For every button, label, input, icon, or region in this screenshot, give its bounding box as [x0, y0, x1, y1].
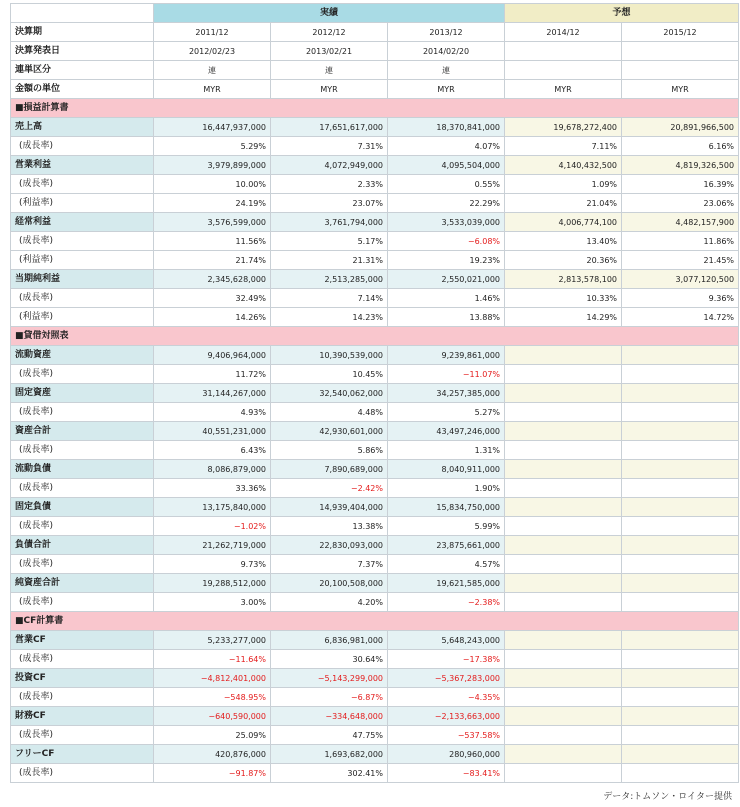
row-label: 流動資産 — [11, 346, 154, 365]
row-label: (成長率) — [11, 479, 154, 498]
header-row — [11, 42, 739, 61]
actual-value: −640,590,000 — [154, 707, 271, 726]
actual-value: 21.31% — [271, 251, 388, 270]
actual-value: −5,367,283,000 — [388, 669, 505, 688]
actual-value: 47.75% — [271, 726, 388, 745]
actual-value: 4.07% — [388, 137, 505, 156]
row-label: (成長率) — [11, 137, 154, 156]
forecast-value: 4,006,774,100 — [505, 213, 622, 232]
section-title: ■CF計算書 — [11, 612, 739, 631]
row-label: フリーCF — [11, 745, 154, 764]
metric-row — [11, 422, 739, 441]
forecast-value — [505, 365, 622, 384]
forecast-value: 20,891,966,500 — [622, 118, 739, 137]
row-label: (成長率) — [11, 232, 154, 251]
actual-value: 6.43% — [154, 441, 271, 460]
metric-row — [11, 536, 739, 555]
header-value: 2015/12 — [622, 23, 739, 42]
actual-value: 420,876,000 — [154, 745, 271, 764]
header-label: 金額の単位 — [11, 80, 154, 99]
actual-value: 5.29% — [154, 137, 271, 156]
row-label: (成長率) — [11, 175, 154, 194]
section-header-row — [11, 612, 739, 631]
header-value: 連 — [271, 61, 388, 80]
forecast-value — [622, 403, 739, 422]
forecast-value: 3,077,120,500 — [622, 270, 739, 289]
actual-value: −537.58% — [388, 726, 505, 745]
forecast-value — [505, 555, 622, 574]
section-title: ■損益計算書 — [11, 99, 739, 118]
metric-row — [11, 574, 739, 593]
row-label: (成長率) — [11, 688, 154, 707]
header-value: 2013/02/21 — [271, 42, 388, 61]
actual-value: 19,288,512,000 — [154, 574, 271, 593]
forecast-value — [622, 593, 739, 612]
ratio-row — [11, 726, 739, 745]
actual-value: 4,095,504,000 — [388, 156, 505, 175]
forecast-value: 7.11% — [505, 137, 622, 156]
actual-value: 17,651,617,000 — [271, 118, 388, 137]
actual-value: −6.87% — [271, 688, 388, 707]
header-value: 2012/12 — [271, 23, 388, 42]
ratio-row — [11, 365, 739, 384]
forecast-value: 13.40% — [505, 232, 622, 251]
header-value: 2014/02/20 — [388, 42, 505, 61]
forecast-value — [622, 669, 739, 688]
forecast-value — [622, 688, 739, 707]
actual-value: −334,648,000 — [271, 707, 388, 726]
actual-value: −11.07% — [388, 365, 505, 384]
actual-value: 21,262,719,000 — [154, 536, 271, 555]
actual-value: 3,533,039,000 — [388, 213, 505, 232]
forecast-value — [622, 422, 739, 441]
row-label: 負債合計 — [11, 536, 154, 555]
ratio-row — [11, 555, 739, 574]
metric-row — [11, 745, 739, 764]
actual-value: 25.09% — [154, 726, 271, 745]
row-label: (成長率) — [11, 593, 154, 612]
actual-value: −17.38% — [388, 650, 505, 669]
actual-value: 8,086,879,000 — [154, 460, 271, 479]
actual-value: 22,830,093,000 — [271, 536, 388, 555]
header-value: 2013/12 — [388, 23, 505, 42]
header-value: MYR — [154, 80, 271, 99]
forecast-value — [505, 593, 622, 612]
actual-value: 30.64% — [271, 650, 388, 669]
section-header-row — [11, 99, 739, 118]
actual-value: 5.17% — [271, 232, 388, 251]
actual-value: 9,406,964,000 — [154, 346, 271, 365]
metric-row — [11, 707, 739, 726]
header-label: 連単区分 — [11, 61, 154, 80]
row-label: 営業利益 — [11, 156, 154, 175]
forecast-value — [622, 631, 739, 650]
forecast-value — [505, 536, 622, 555]
actual-value: 2.33% — [271, 175, 388, 194]
header-label: 決算期 — [11, 23, 154, 42]
row-label: (利益率) — [11, 251, 154, 270]
forecast-value — [505, 384, 622, 403]
forecast-value — [505, 764, 622, 783]
forecast-value — [505, 479, 622, 498]
actual-value: −2,133,663,000 — [388, 707, 505, 726]
ratio-row — [11, 308, 739, 327]
header-value: MYR — [388, 80, 505, 99]
actual-value: 33.36% — [154, 479, 271, 498]
actual-value: 1.46% — [388, 289, 505, 308]
actual-value: 7,890,689,000 — [271, 460, 388, 479]
forecast-value — [622, 764, 739, 783]
row-label: (成長率) — [11, 764, 154, 783]
ratio-row — [11, 650, 739, 669]
forecast-value — [622, 745, 739, 764]
actual-value: 19,621,585,000 — [388, 574, 505, 593]
forecast-value — [622, 536, 739, 555]
header-label: 決算発表日 — [11, 42, 154, 61]
actual-value: 5.27% — [388, 403, 505, 422]
forecast-value — [505, 745, 622, 764]
ratio-row — [11, 232, 739, 251]
row-label: 営業CF — [11, 631, 154, 650]
header-value: 連 — [388, 61, 505, 80]
actual-value: 40,551,231,000 — [154, 422, 271, 441]
actual-value: 18,370,841,000 — [388, 118, 505, 137]
actual-value: 5,648,243,000 — [388, 631, 505, 650]
header-value — [622, 61, 739, 80]
row-label: (利益率) — [11, 308, 154, 327]
corner-cell — [11, 4, 154, 23]
forecast-value — [622, 707, 739, 726]
row-label: (利益率) — [11, 194, 154, 213]
forecast-value: 16.39% — [622, 175, 739, 194]
row-label: 投資CF — [11, 669, 154, 688]
forecast-value — [505, 517, 622, 536]
row-label: 経常利益 — [11, 213, 154, 232]
forecast-value: 21.45% — [622, 251, 739, 270]
actual-value: 13.38% — [271, 517, 388, 536]
actual-value: 9,239,861,000 — [388, 346, 505, 365]
header-row — [11, 23, 739, 42]
group-header-row — [11, 4, 739, 23]
metric-row — [11, 270, 739, 289]
actual-value: 13,175,840,000 — [154, 498, 271, 517]
actual-value: 31,144,267,000 — [154, 384, 271, 403]
financial-table — [10, 3, 739, 783]
metric-row — [11, 384, 739, 403]
header-value — [505, 61, 622, 80]
actual-value: 302.41% — [271, 764, 388, 783]
ratio-row — [11, 251, 739, 270]
actual-value: 7.14% — [271, 289, 388, 308]
data-credit: データ:トムソン・ロイター提供 — [603, 792, 732, 802]
forecast-value: 23.06% — [622, 194, 739, 213]
actual-value: 3,761,794,000 — [271, 213, 388, 232]
header-value: 2014/12 — [505, 23, 622, 42]
actual-value: 42,930,601,000 — [271, 422, 388, 441]
metric-row — [11, 156, 739, 175]
forecast-value — [505, 422, 622, 441]
ratio-row — [11, 593, 739, 612]
forecast-value — [622, 479, 739, 498]
forecast-value: 14.72% — [622, 308, 739, 327]
forecast-value: 4,482,157,900 — [622, 213, 739, 232]
actual-value: −11.64% — [154, 650, 271, 669]
actual-value: 23,875,661,000 — [388, 536, 505, 555]
metric-row — [11, 118, 739, 137]
actual-value: −6.08% — [388, 232, 505, 251]
table-header — [11, 4, 739, 23]
header-row — [11, 80, 739, 99]
row-label: 固定負債 — [11, 498, 154, 517]
actual-value: 11.72% — [154, 365, 271, 384]
actual-value: −4.35% — [388, 688, 505, 707]
ratio-row — [11, 479, 739, 498]
row-label: 固定資産 — [11, 384, 154, 403]
forecast-value: 4,819,326,500 — [622, 156, 739, 175]
ratio-row — [11, 403, 739, 422]
metric-row — [11, 346, 739, 365]
forecast-value: 11.86% — [622, 232, 739, 251]
actual-value: 11.56% — [154, 232, 271, 251]
actual-value: 10,390,539,000 — [271, 346, 388, 365]
actual-value: 1.31% — [388, 441, 505, 460]
forecast-value: 20.36% — [505, 251, 622, 270]
forecast-value — [622, 346, 739, 365]
forecast-value — [505, 460, 622, 479]
header-row — [11, 61, 739, 80]
forecast-value: 4,140,432,500 — [505, 156, 622, 175]
section-title: ■貸借対照表 — [11, 327, 739, 346]
row-label: 資産合計 — [11, 422, 154, 441]
actual-value: −1.02% — [154, 517, 271, 536]
forecast-value: 10.33% — [505, 289, 622, 308]
actual-value: −548.95% — [154, 688, 271, 707]
actual-value: 14,939,404,000 — [271, 498, 388, 517]
actual-value: 19.23% — [388, 251, 505, 270]
actual-value: 21.74% — [154, 251, 271, 270]
forecast-value — [622, 555, 739, 574]
ratio-row — [11, 688, 739, 707]
actual-value: 22.29% — [388, 194, 505, 213]
actual-value: 34,257,385,000 — [388, 384, 505, 403]
header-value — [622, 42, 739, 61]
actual-value: 23.07% — [271, 194, 388, 213]
actual-value: 13.88% — [388, 308, 505, 327]
header-value: MYR — [271, 80, 388, 99]
actual-value: 7.37% — [271, 555, 388, 574]
forecast-value — [505, 403, 622, 422]
forecast-value — [505, 498, 622, 517]
forecast-value — [505, 574, 622, 593]
actual-value: −5,143,299,000 — [271, 669, 388, 688]
header-value: 連 — [154, 61, 271, 80]
forecast-value: 19,678,272,400 — [505, 118, 622, 137]
actual-value: 1,693,682,000 — [271, 745, 388, 764]
actual-value: 2,550,021,000 — [388, 270, 505, 289]
forecast-value — [505, 726, 622, 745]
actual-value: 5,233,277,000 — [154, 631, 271, 650]
actual-value: 16,447,937,000 — [154, 118, 271, 137]
forecast-value — [622, 441, 739, 460]
metric-row — [11, 631, 739, 650]
forecast-value — [505, 346, 622, 365]
header-value: 2012/02/23 — [154, 42, 271, 61]
forecast-value — [505, 631, 622, 650]
actual-value: 10.00% — [154, 175, 271, 194]
row-label: (成長率) — [11, 726, 154, 745]
actual-value: 3,576,599,000 — [154, 213, 271, 232]
actual-value: 32,540,062,000 — [271, 384, 388, 403]
actual-value: 4.48% — [271, 403, 388, 422]
metric-row — [11, 213, 739, 232]
forecast-value — [505, 650, 622, 669]
row-label: (成長率) — [11, 289, 154, 308]
actual-value: 5.86% — [271, 441, 388, 460]
forecast-value: 2,813,578,100 — [505, 270, 622, 289]
actual-value: 1.90% — [388, 479, 505, 498]
ratio-row — [11, 289, 739, 308]
actual-value: 4.93% — [154, 403, 271, 422]
forecast-value: 14.29% — [505, 308, 622, 327]
actual-value: 15,834,750,000 — [388, 498, 505, 517]
forecast-value — [505, 669, 622, 688]
forecast-value — [622, 498, 739, 517]
actual-value: −2.38% — [388, 593, 505, 612]
actual-value: 24.19% — [154, 194, 271, 213]
actual-value: 14.26% — [154, 308, 271, 327]
ratio-row — [11, 764, 739, 783]
row-label: 売上高 — [11, 118, 154, 137]
actual-value: 43,497,246,000 — [388, 422, 505, 441]
forecast-value: 6.16% — [622, 137, 739, 156]
row-label: 純資産合計 — [11, 574, 154, 593]
actual-value: 32.49% — [154, 289, 271, 308]
forecast-value — [622, 726, 739, 745]
row-label: (成長率) — [11, 555, 154, 574]
header-value: MYR — [622, 80, 739, 99]
ratio-row — [11, 517, 739, 536]
forecast-value — [622, 650, 739, 669]
forecast-value — [622, 460, 739, 479]
actual-value: −4,812,401,000 — [154, 669, 271, 688]
row-label: (成長率) — [11, 517, 154, 536]
actual-value: 280,960,000 — [388, 745, 505, 764]
actual-value: 7.31% — [271, 137, 388, 156]
header-value: MYR — [505, 80, 622, 99]
metric-row — [11, 669, 739, 688]
actual-value: 0.55% — [388, 175, 505, 194]
row-label: 当期純利益 — [11, 270, 154, 289]
actual-value: 2,345,628,000 — [154, 270, 271, 289]
row-label: 財務CF — [11, 707, 154, 726]
forecast-value — [622, 517, 739, 536]
ratio-row — [11, 175, 739, 194]
forecast-value — [622, 365, 739, 384]
metric-row — [11, 460, 739, 479]
ratio-row — [11, 137, 739, 156]
actual-value: 9.73% — [154, 555, 271, 574]
forecast-value — [622, 574, 739, 593]
header-value — [505, 42, 622, 61]
header-value: 2011/12 — [154, 23, 271, 42]
actual-value: 4.20% — [271, 593, 388, 612]
ratio-row — [11, 441, 739, 460]
forecast-value — [505, 441, 622, 460]
actual-value: 4.57% — [388, 555, 505, 574]
actual-value: 14.23% — [271, 308, 388, 327]
actual-value: −83.41% — [388, 764, 505, 783]
table-body — [11, 23, 739, 783]
actual-group-header: 実績 — [154, 4, 505, 23]
forecast-value — [622, 384, 739, 403]
actual-value: 3.00% — [154, 593, 271, 612]
section-header-row — [11, 327, 739, 346]
metric-row — [11, 498, 739, 517]
actual-value: 4,072,949,000 — [271, 156, 388, 175]
actual-value: 3,979,899,000 — [154, 156, 271, 175]
actual-value: 10.45% — [271, 365, 388, 384]
forecast-value — [505, 707, 622, 726]
actual-value: 6,836,981,000 — [271, 631, 388, 650]
actual-value: −91.87% — [154, 764, 271, 783]
row-label: 流動負債 — [11, 460, 154, 479]
ratio-row — [11, 194, 739, 213]
forecast-value: 21.04% — [505, 194, 622, 213]
forecast-value: 1.09% — [505, 175, 622, 194]
row-label: (成長率) — [11, 403, 154, 422]
actual-value: 2,513,285,000 — [271, 270, 388, 289]
actual-value: 20,100,508,000 — [271, 574, 388, 593]
forecast-value: 9.36% — [622, 289, 739, 308]
actual-value: −2.42% — [271, 479, 388, 498]
row-label: (成長率) — [11, 365, 154, 384]
actual-value: 5.99% — [388, 517, 505, 536]
row-label: (成長率) — [11, 441, 154, 460]
forecast-group-header: 予想 — [505, 4, 739, 23]
forecast-value — [505, 688, 622, 707]
actual-value: 8,040,911,000 — [388, 460, 505, 479]
row-label: (成長率) — [11, 650, 154, 669]
